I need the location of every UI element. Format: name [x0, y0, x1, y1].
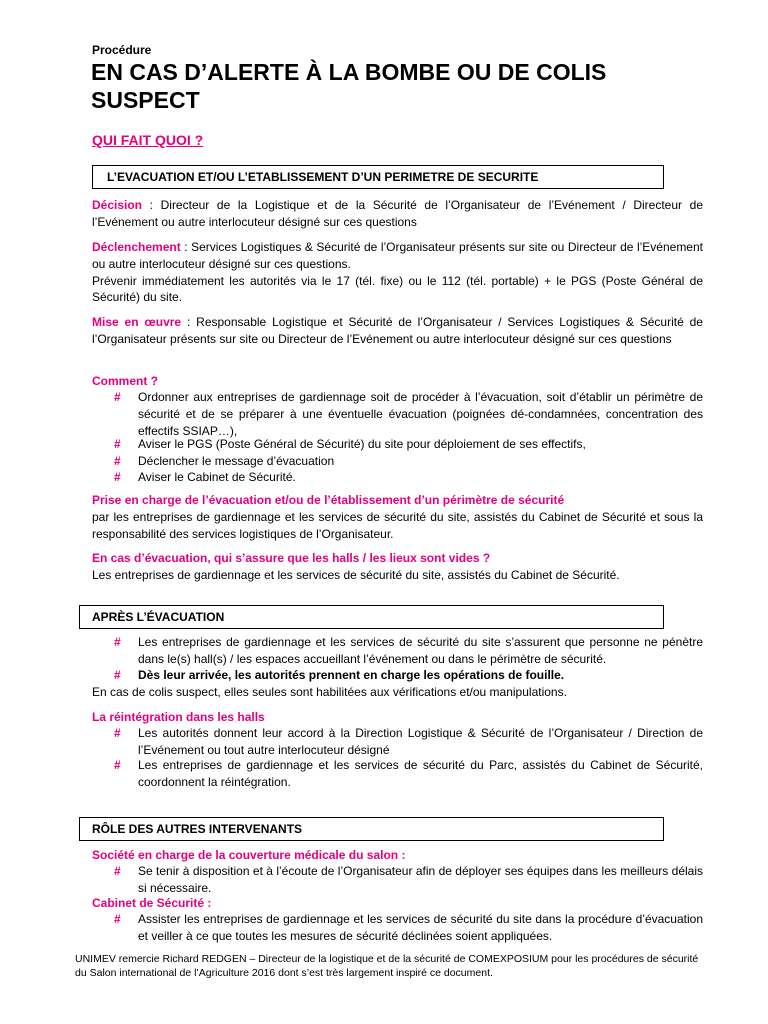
medical-bullet-text: Se tenir à disposition et à l’écoute de l’Organisateur afin de déployer ses équipes dans les meilleurs délais si nécessaire. [138, 864, 703, 895]
section-apres-evacuation-heading [79, 605, 664, 629]
declenchement-paragraph [92, 239, 703, 306]
comment-label: Comment ? [92, 374, 158, 388]
list-item [92, 453, 703, 470]
footer-acknowledgement: UNIMEV remercie Richard REDGEN – Directeur de la logistique et de la sécurité de COMEXPOSIUM pour les procédures de sécurité du Salon international de l’Agriculture 2016 dont s’est très largement inspiré ce document. [75, 953, 699, 979]
reintegration-bullet-text: Les entreprises de gardiennage et les services de sécurité du Parc, assistés du Cabinet de Sécurité, coordonnent la réintégration. [138, 758, 703, 789]
list-item [92, 634, 703, 668]
bullet-hash: # [114, 912, 121, 926]
mise-en-oeuvre-paragraph [92, 314, 703, 348]
reintegration-label: La réintégration dans les halls [92, 710, 265, 724]
bullet-hash: # [114, 668, 121, 682]
declenchement-label: Déclenchement [92, 240, 181, 254]
medical-label: Société en charge de la couverture médicale du salon : [92, 848, 406, 862]
bullet-hash: # [114, 726, 121, 740]
prise-en-charge-text: par les entreprises de gardiennage et les services de sécurité du site, assistés du Cabinet de Sécurité et sous la responsabilité des services logistiques de l’Organisateur. [92, 509, 703, 541]
colis-suspect-text: En cas de colis suspect, elles seules sont habilitées aux vérifications et/ou manipulations. [92, 685, 567, 699]
cabinet-bullet-text: Assister les entreprises de gardiennage et les services de sécurité du site dans la procédure d’évacuation et veiller à ce que toutes les mesures de sécurité déclinées soient appliquées. [138, 912, 703, 943]
list-item [92, 389, 703, 439]
bullet-hash: # [114, 470, 121, 484]
list-item [92, 757, 703, 791]
list-item [92, 436, 703, 453]
bullet-hash: # [114, 390, 121, 404]
prise-en-charge-label: Prise en charge de l’évacuation et/ou de l’établissement d’un périmètre de sécurité [92, 493, 565, 507]
decision-text: : Directeur de la Logistique et de la Sécurité de l’Organisateur de l’Evénement / Directeur de l’Evénement ou autre interlocuteur désigné sur ces questions [92, 198, 703, 229]
section-evacuation-heading-text: L’EVACUATION ET/OU L’ETABLISSEMENT D’UN PERIMETRE DE SECURITE [107, 170, 539, 184]
comment-bullet-text: Ordonner aux entreprises de gardiennage soit de procéder à l’évacuation, soit d’établir un périmètre de sécurité et de se préparer à une éventuelle évacuation (poignées dé-condamnées, concentration des effectifs SSIAP…), [138, 390, 703, 438]
list-item [92, 667, 703, 684]
document-title: EN CAS D’ALERTE À LA BOMBE OU DE COLIS SUSPECT [91, 59, 607, 113]
section-apres-evacuation-heading-text: APRÈS L’ÉVACUATION [92, 610, 225, 624]
comment-bullet-text: Déclencher le message d’évacuation [138, 454, 335, 468]
prevenir-text: Prévenir immédiatement les autorités via le 17 (tél. fixe) ou le 112 (tél. portable) + le PGS (Poste Général de Sécurité) du site. [92, 273, 703, 305]
mise-en-oeuvre-text: : Responsable Logistique et Sécurité de l’Organisateur / Services Logistiques & Sécurité de l’Organisateur présents sur site ou Directeur de l’Evénement ou autre interlocuteur désigné sur ces questions [92, 315, 703, 346]
decision-label: Décision [92, 198, 143, 212]
apres-bullet-text: Les entreprises de gardiennage et les services de sécurité du site s’assurent que personne ne pénètre dans le(s) hall(s) / les espaces accueillant l’événement ou dans le périmètre de sécurité. [138, 635, 703, 666]
halls-vides-paragraph [92, 550, 703, 584]
bullet-hash: # [114, 758, 121, 772]
list-item [92, 911, 703, 945]
bullet-hash: # [114, 864, 121, 878]
bullet-hash: # [114, 437, 121, 451]
cabinet-label: Cabinet de Sécurité : [92, 896, 212, 910]
list-item [92, 863, 703, 897]
declenchement-text: : Services Logistiques & Sécurité de l’Organisateur présents sur site ou Directeur de l’Evénement ou autre interlocuteur désigné sur ces questions. [92, 240, 703, 271]
qui-fait-quoi-heading: QUI FAIT QUOI ? [92, 132, 204, 148]
prise-en-charge-paragraph [92, 492, 703, 542]
list-item [92, 469, 703, 486]
section-autres-intervenants-heading-text: RÔLE DES AUTRES INTERVENANTS [92, 822, 303, 836]
comment-bullet-text: Aviser le PGS (Poste Général de Sécurité) du site pour déploiement de ses effectifs, [138, 437, 586, 451]
decision-paragraph [92, 197, 703, 231]
reintegration-bullet-text: Les autorités donnent leur accord à la Direction Logistique & Sécurité de l’Organisateur / Direction de l’Evénement ou tout autre interlocuteur désigné [138, 726, 703, 757]
comment-bullet-text: Aviser le Cabinet de Sécurité. [138, 470, 296, 484]
section-evacuation-heading [92, 165, 664, 189]
halls-vides-text: Les entreprises de gardiennage et les services de sécurité du site, assistés du Cabinet de Sécurité. [92, 567, 620, 582]
mise-en-oeuvre-label: Mise en œuvre [92, 315, 182, 329]
halls-vides-label: En cas d’évacuation, qui s’assure que les halls / les lieux sont vides ? [92, 551, 491, 565]
apres-bullet-text: Dès leur arrivée, les autorités prennent en charge les opérations de fouille. [138, 668, 565, 682]
list-item [92, 725, 703, 759]
document-subtitle: Procédure [92, 43, 152, 57]
section-autres-intervenants-heading [79, 817, 664, 841]
bullet-hash: # [114, 635, 121, 649]
bullet-hash: # [114, 454, 121, 468]
